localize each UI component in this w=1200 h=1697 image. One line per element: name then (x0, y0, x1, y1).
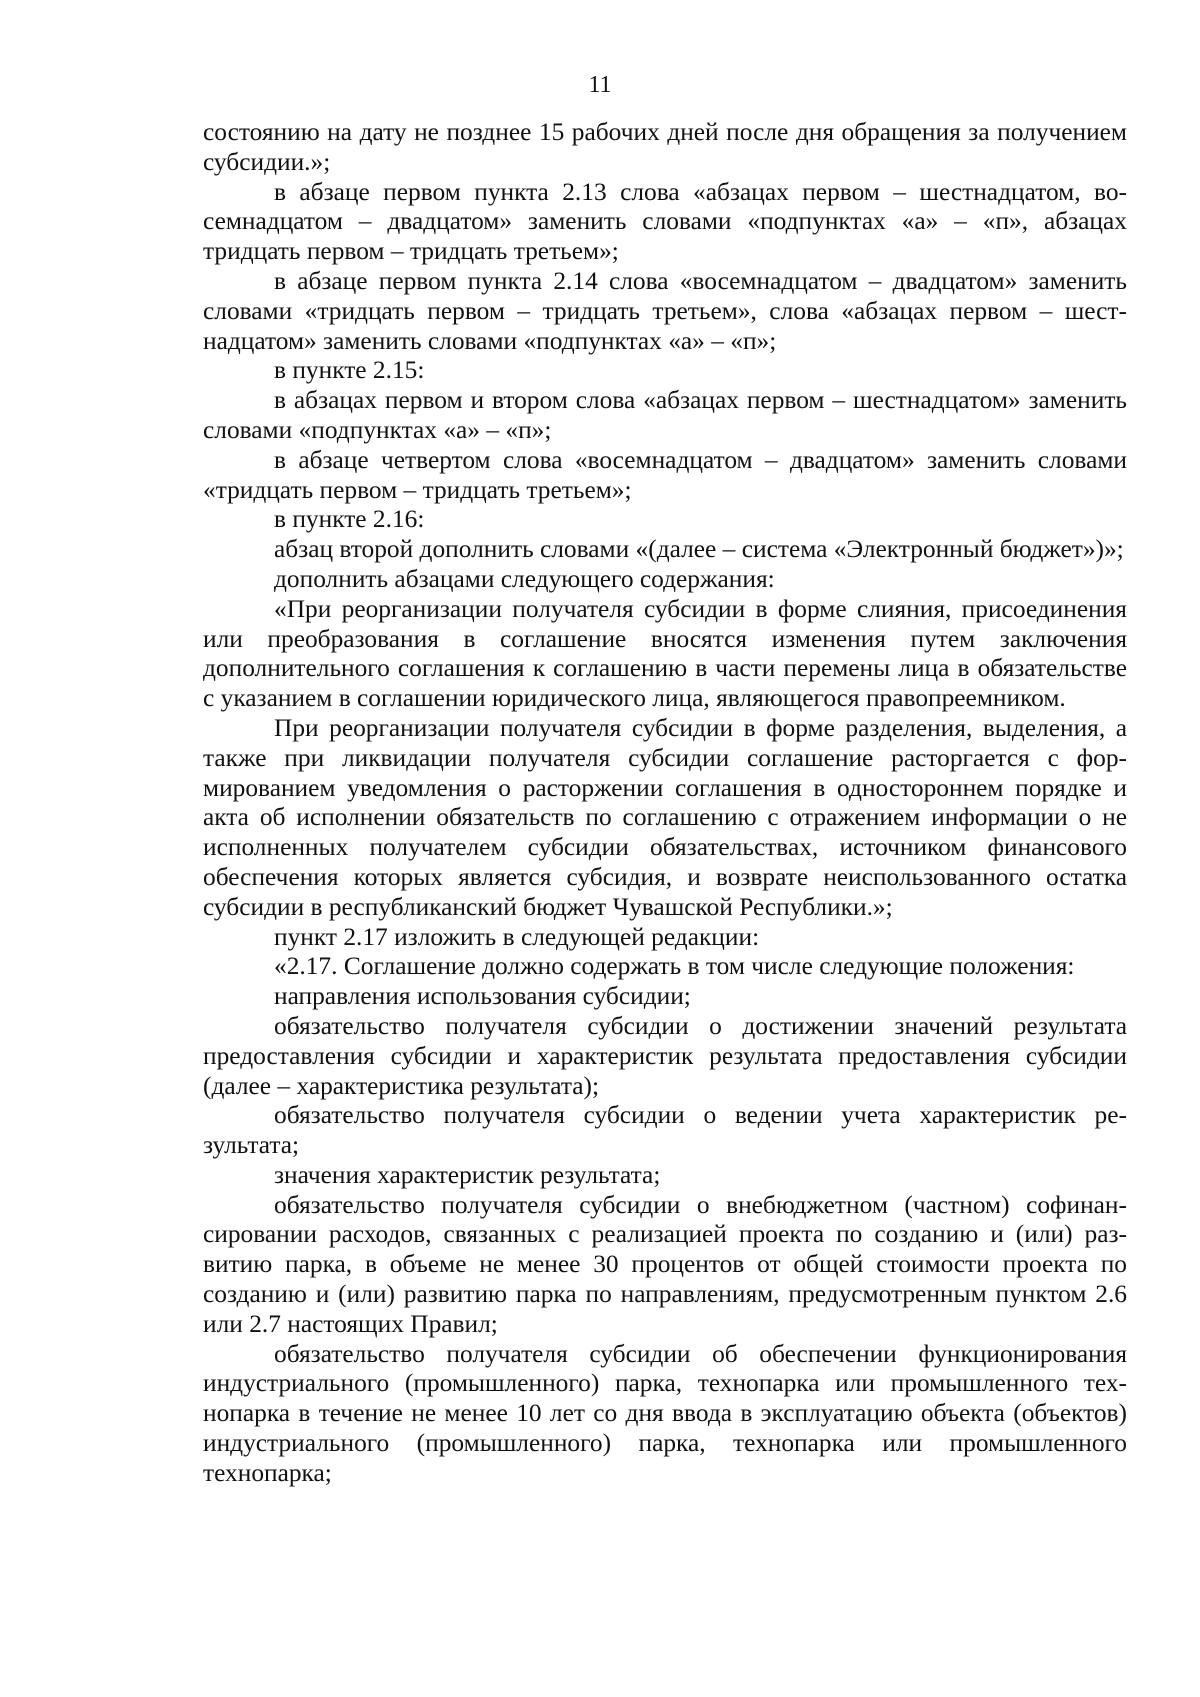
page-number: 11 (588, 72, 612, 98)
paragraph: в абзаце первом пункта 2.14 слова «восемнадцатом – двадцатом» заменить словами «тридцать первом – тридцать третьем», слова «абзацах первом – шестнадцатом» заменить словами «подпунктах «а» – «п»; (203, 266, 1127, 355)
paragraph: в пункте 2.15: (274, 356, 425, 385)
paragraph: значения характеристик результата; (274, 1160, 661, 1189)
paragraph: «При реорганизации получателя субсидии в форме слияния, присоединения или преобразования в соглашение вносятся изменения путем заключения дополнительного соглашения к соглашению в части перемены лица в обязательстве с указанием в соглашении юридического лица, являющегося правопреемником. (203, 594, 1127, 713)
paragraph: «2.17. Соглашение должно содержать в том числе следующие положения: (274, 952, 1075, 981)
paragraph: в абзацах первом и втором слова «абзацах первом – шестнадцатом» заменить словами «подпунктах «а» – «п»; (203, 386, 1127, 444)
paragraph: состоянию на дату не позднее 15 рабочих дней после дня обращения за получением субсидии.»; (203, 118, 1127, 176)
paragraph: в абзаце первом пункта 2.13 слова «абзацах первом – шестнадцатом, восемнадцатом – двадцатом» заменить словами «подпунктах «а» – «п», абзацах тридцать первом – тридцать третьем»; (203, 177, 1127, 266)
paragraph: направления использования субсидии; (274, 982, 691, 1011)
paragraph: обязательство получателя субсидии о достижении значений результата предоставления субсидии и характеристик результата предоставления субсидии (далее – характеристика результата); (203, 1011, 1127, 1100)
document-body (203, 118, 1127, 1489)
paragraph: обязательство получателя субсидии о ведении учета характеристик результата; (203, 1101, 1127, 1160)
paragraph: обязательство получателя субсидии об обеспечении функционирования индустриального (промышленного) парка, технопарка или промышленного технопарка в течение не менее 10 лет со дня ввода в эксплуатацию объекта (объектов) индустриального (промышленного) парка, технопарка или промышленного технопарка; (203, 1339, 1127, 1487)
paragraph: в пункте 2.16: (274, 505, 425, 534)
paragraph: в абзаце четвертом слова «восемнадцатом – двадцатом» заменить словами «тридцать первом – тридцать третьем»; (203, 445, 1127, 504)
paragraph: При реорганизации получателя субсидии в форме разделения, выделения, а также при ликвидации получателя субсидии соглашение расторгается с формированием уведомления о расторжении соглашения в одностороннем порядке и акта об исполнении обязательств по соглашению с отражением информации о не исполненных получателем субсидии обязательствах, источником финансового обеспечения которых является субсидия, и возврате неиспользованного остатка субсидии в республиканский бюджет Чувашской Республики.»; (203, 713, 1127, 921)
paragraph: дополнить абзацами следующего содержания: (274, 564, 775, 593)
paragraph: обязательство получателя субсидии о внебюджетном (частном) софинансировании расходов, связанных с реализацией проекта по созданию и (или) развитию парка, в объеме не менее 30 процентов от общей стоимости проекта по созданию и (или) развитию парка по направлениям, предусмотренным пунктом 2.6 или 2.7 настоящих Правил; (203, 1190, 1127, 1338)
paragraph: абзац второй дополнить словами «(далее – система «Электронный бюджет»)»; (274, 535, 1124, 564)
paragraph: пункт 2.17 изложить в следующей редакции: (274, 922, 760, 951)
